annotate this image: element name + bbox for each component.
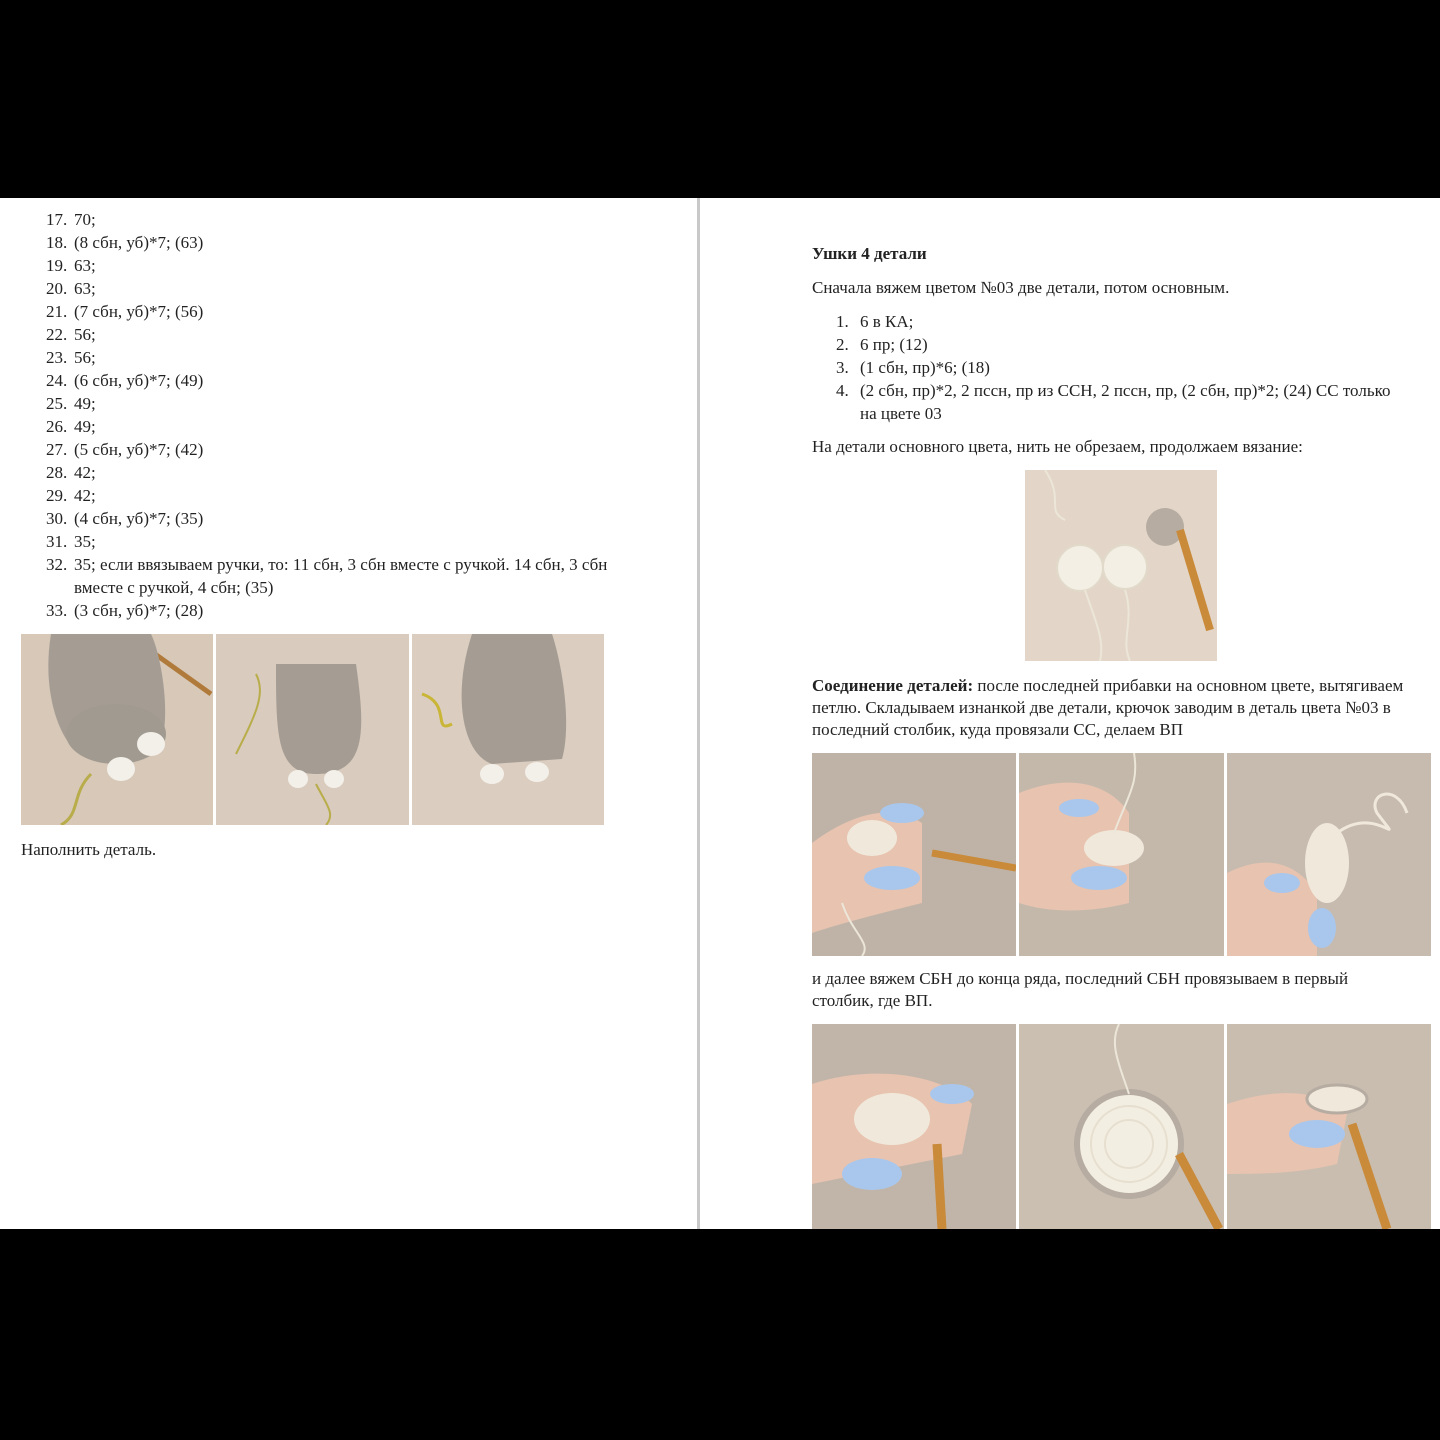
list-item: 30. (4 сбн, уб)*7; (35) <box>46 509 204 528</box>
rows-list <box>46 208 636 622</box>
steps-list <box>836 310 1396 425</box>
section-title: Ушки 4 детали <box>812 244 927 263</box>
joining-photo-3 <box>1227 753 1431 956</box>
list-item: 31. 35; <box>46 532 96 551</box>
list-item: 24. (6 сбн, уб)*7; (49) <box>46 371 204 390</box>
continue-text: и далее вяжем СБН до конца ряда, последний СБН провязываем в первый столбик, где ВП. <box>812 969 1349 1010</box>
list-item: 2. 6 пр; (12) <box>836 335 928 354</box>
list-item: 33. (3 сбн, уб)*7; (28) <box>46 601 204 620</box>
body-photo-1 <box>21 634 213 825</box>
list-item: 32. 35; если ввязываем ручки, то: 11 сбн, 3 сбн вместе с ручкой. 14 сбн, 3 сбн вместе с ручкой, 4 сбн; (35) <box>46 555 608 597</box>
list-item: 17. 70; <box>46 210 96 229</box>
list-item: 3. (1 сбн, пр)*6; (18) <box>836 358 990 377</box>
list-item: 22. 56; <box>46 325 96 344</box>
list-item: 26. 49; <box>46 417 96 436</box>
fill-note: Наполнить деталь. <box>21 840 157 859</box>
joining-label: Соединение деталей: <box>812 676 974 695</box>
intro-text: Сначала вяжем цветом №03 две детали, потом основным. <box>812 278 1230 297</box>
continue-photo-3 <box>1227 1024 1431 1229</box>
list-item: 28. 42; <box>46 463 96 482</box>
list-item: 4. (2 сбн, пр)*2, 2 пссн, пр из ССН, 2 пссн, пр, (2 сбн, пр)*2; (24) СС только на цвете 03 <box>836 381 1391 423</box>
list-item: 20. 63; <box>46 279 96 298</box>
joining-photo-1 <box>812 753 1016 956</box>
list-item: 18. (8 сбн, уб)*7; (63) <box>46 233 204 252</box>
continue-photo-1 <box>812 1024 1016 1229</box>
list-item: 1. 6 в КА; <box>836 312 914 331</box>
continue-photo-2 <box>1019 1024 1224 1229</box>
left-page <box>0 198 697 1229</box>
body-photo-3 <box>412 634 604 825</box>
body-photo-2 <box>216 634 409 825</box>
list-item: 21. (7 сбн, уб)*7; (56) <box>46 302 204 321</box>
right-page <box>700 198 1440 1229</box>
ears-photo <box>1025 470 1217 661</box>
list-item: 29. 42; <box>46 486 96 505</box>
list-item: 25. 49; <box>46 394 96 413</box>
list-item: 23. 56; <box>46 348 96 367</box>
main-color-note: На детали основного цвета, нить не обрезаем, продолжаем вязание: <box>812 437 1303 456</box>
list-item: 19. 63; <box>46 256 96 275</box>
joining-photo-2 <box>1019 753 1224 956</box>
list-item: 27. (5 сбн, уб)*7; (42) <box>46 440 204 459</box>
joining-text: Соединение деталей: после последней прибавки на основном цвете, вытягиваем петлю. Складываем изнанкой две детали, крючок заводим в деталь цвета №03 в последний столбик, куда провязали СС, делаем ВП <box>812 676 1404 739</box>
